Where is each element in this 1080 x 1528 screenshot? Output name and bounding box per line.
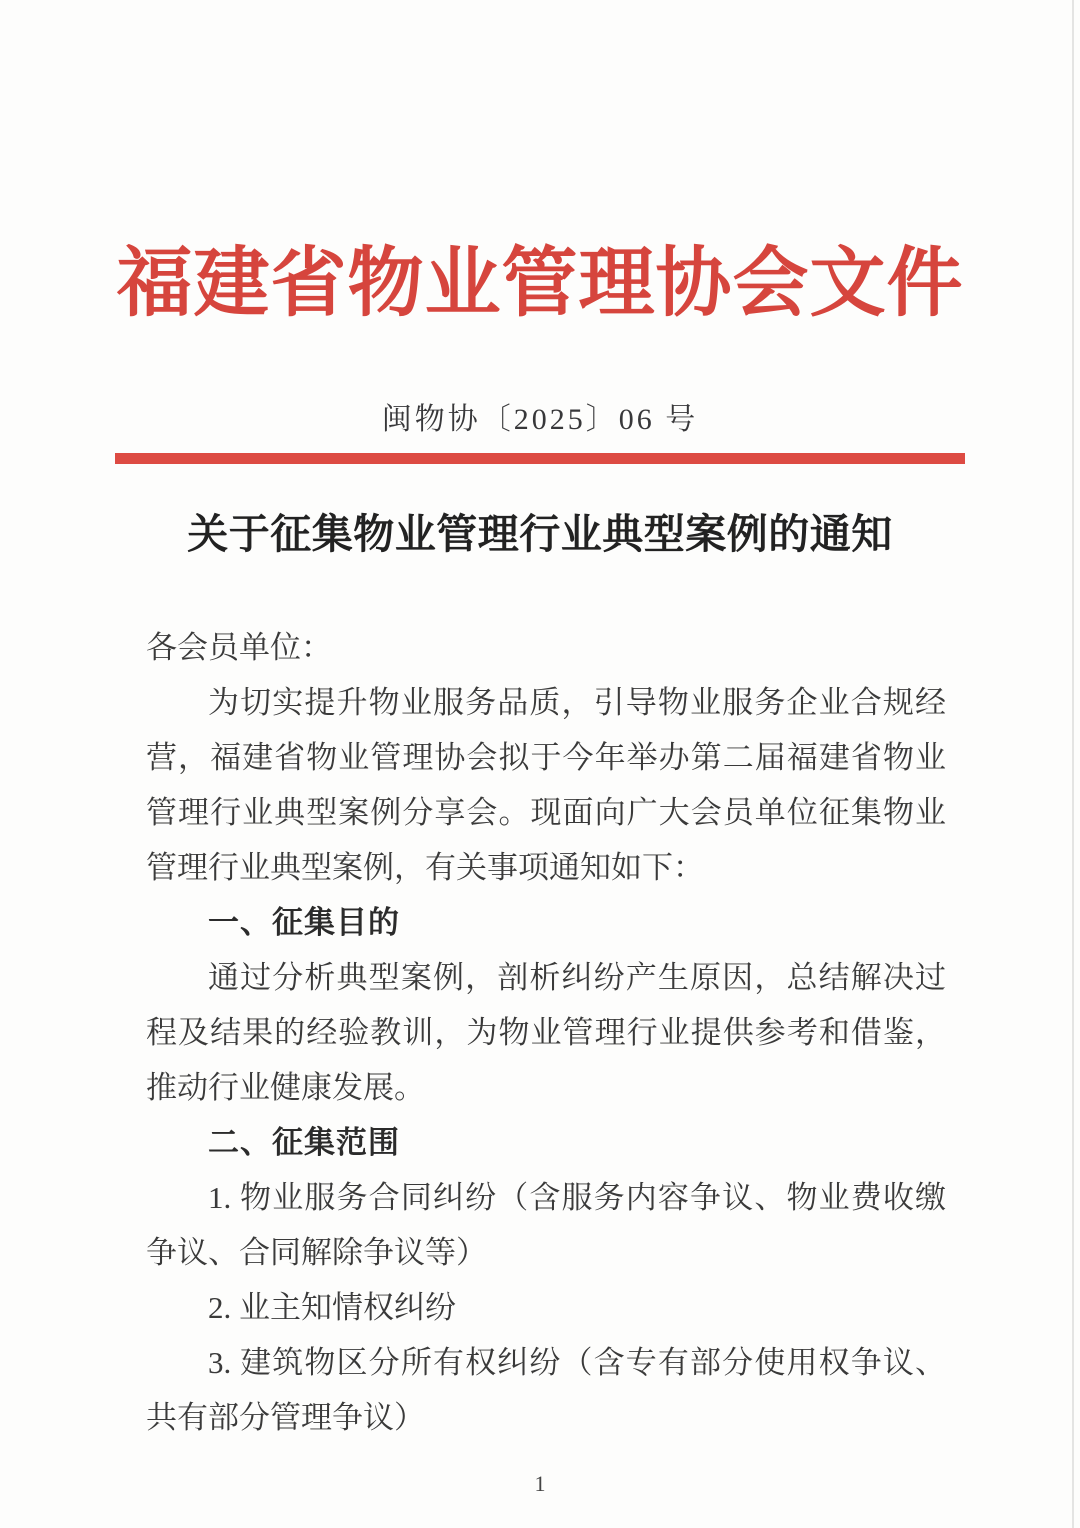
page-number: 1 — [534, 1471, 546, 1496]
intro-paragraph: 为切实提升物业服务品质，引导物业服务企业合规经营，福建省物业管理协会拟于今年举办第二届福建省物业管理行业典型案例分享会。现面向广大会员单位征集物业管理行业典型案例，有关事项通知如下： — [146, 685, 946, 885]
section-heading-purpose: 一、征集目的 — [208, 905, 400, 940]
scan-edge-artifact — [1072, 0, 1074, 1528]
section-heading-scope: 二、征集范围 — [208, 1125, 400, 1160]
org-letterhead-title: 福建省物业管理协会文件 — [116, 242, 964, 326]
document-reference-number: 闽物协〔2025〕06 号 — [381, 403, 699, 436]
notice-title: 关于征集物业管理行业典型案例的通知 — [187, 511, 893, 557]
purpose-paragraph: 通过分析典型案例，剖析纠纷产生原因，总结解决过程及结果的经验教训，为物业管理行业提供参考和借鉴，推动行业健康发展。 — [146, 960, 946, 1105]
scope-item-1: 1. 物业服务合同纠纷（含服务内容争议、物业费收缴争议、合同解除争议等） — [146, 1180, 946, 1270]
scope-item-2: 2. 业主知情权纠纷 — [208, 1290, 456, 1325]
notice-body — [146, 620, 946, 1445]
scope-item-3: 3. 建筑物区分所有权纠纷（含专有部分使用权争议、共有部分管理争议） — [146, 1345, 946, 1435]
salutation-line: 各会员单位： — [146, 630, 332, 665]
red-header-rule — [115, 453, 965, 464]
